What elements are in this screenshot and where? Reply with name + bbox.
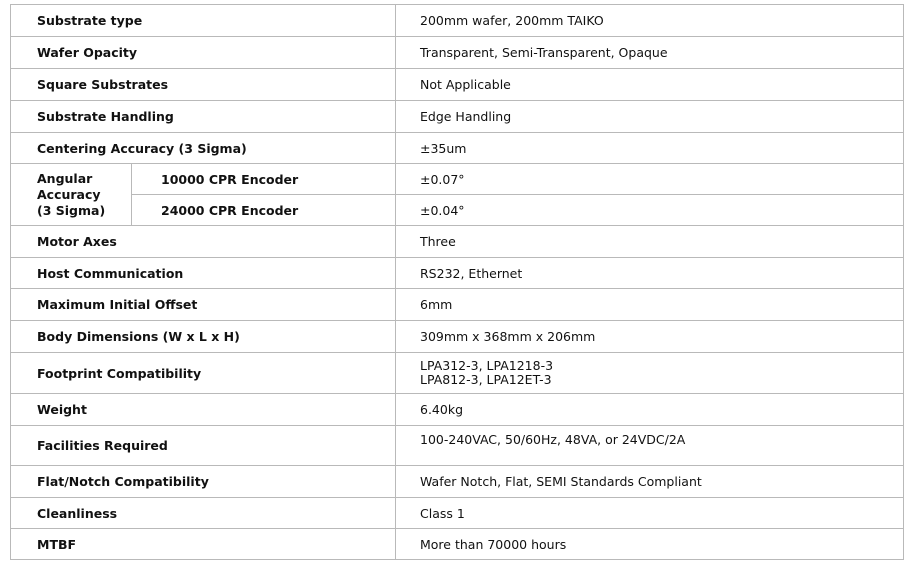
table-row <box>11 69 904 101</box>
angular-label-line: Angular <box>37 170 93 186</box>
row-value: 6mm <box>396 289 904 321</box>
table-row <box>11 426 904 466</box>
row-value: 200mm wafer, 200mm TAIKO <box>396 5 904 37</box>
row-label: Square Substrates <box>11 69 396 101</box>
table-row <box>11 529 904 560</box>
angular-label-line: (3 Sigma) <box>37 202 106 218</box>
row-value: 100-240VAC, 50/60Hz, 48VA, or 24VDC/2A <box>396 426 904 466</box>
table-row <box>11 498 904 529</box>
row-label: Substrate Handling <box>11 101 396 133</box>
value-line: LPA812-3, LPA12ET-3 <box>420 372 552 387</box>
row-value: Three <box>396 226 904 258</box>
row-label: Wafer Opacity <box>11 37 396 69</box>
table-row <box>11 226 904 258</box>
angular-label-line: Accuracy <box>37 186 101 202</box>
table-row <box>11 289 904 321</box>
table-row <box>11 37 904 69</box>
row-value: Wafer Notch, Flat, SEMI Standards Compliant <box>396 466 904 498</box>
row-label: Weight <box>11 394 396 426</box>
value-line: LPA312-3, LPA1218-3 <box>420 358 554 373</box>
table-row <box>11 321 904 353</box>
table-row <box>11 5 904 37</box>
row-value: ±35um <box>396 133 904 164</box>
row-label: MTBF <box>11 529 396 560</box>
row-value: More than 70000 hours <box>396 529 904 560</box>
row-value: RS232, Ethernet <box>396 258 904 289</box>
row-label: Host Communication <box>11 258 396 289</box>
table-row <box>11 101 904 133</box>
row-value: 309mm x 368mm x 206mm <box>396 321 904 353</box>
table-row <box>11 195 904 226</box>
row-label: Body Dimensions (W x L x H) <box>11 321 396 353</box>
table-row <box>11 353 904 394</box>
table-row <box>11 133 904 164</box>
row-value: Transparent, Semi-Transparent, Opaque <box>396 37 904 69</box>
table-row <box>11 466 904 498</box>
row-label: Flat/Notch Compatibility <box>11 466 396 498</box>
row-value: 6.40kg <box>396 394 904 426</box>
row-label: Cleanliness <box>11 498 396 529</box>
row-value: Edge Handling <box>396 101 904 133</box>
row-label: Substrate type <box>11 5 396 37</box>
encoder-value: ±0.07° <box>396 164 904 195</box>
table-row <box>11 394 904 426</box>
table-row <box>11 164 904 195</box>
encoder-label: 24000 CPR Encoder <box>132 195 396 226</box>
row-value <box>396 353 904 394</box>
row-label: Motor Axes <box>11 226 396 258</box>
row-label: Facilities Required <box>11 426 396 466</box>
row-value: Class 1 <box>396 498 904 529</box>
angular-accuracy-label <box>11 164 132 226</box>
row-label: Footprint Compatibility <box>11 353 396 394</box>
row-label: Maximum Initial Offset <box>11 289 396 321</box>
row-label: Centering Accuracy (3 Sigma) <box>11 133 396 164</box>
table-row <box>11 258 904 289</box>
row-value: Not Applicable <box>396 69 904 101</box>
encoder-label: 10000 CPR Encoder <box>132 164 396 195</box>
encoder-value: ±0.04° <box>396 195 904 226</box>
specifications-table <box>10 4 904 560</box>
